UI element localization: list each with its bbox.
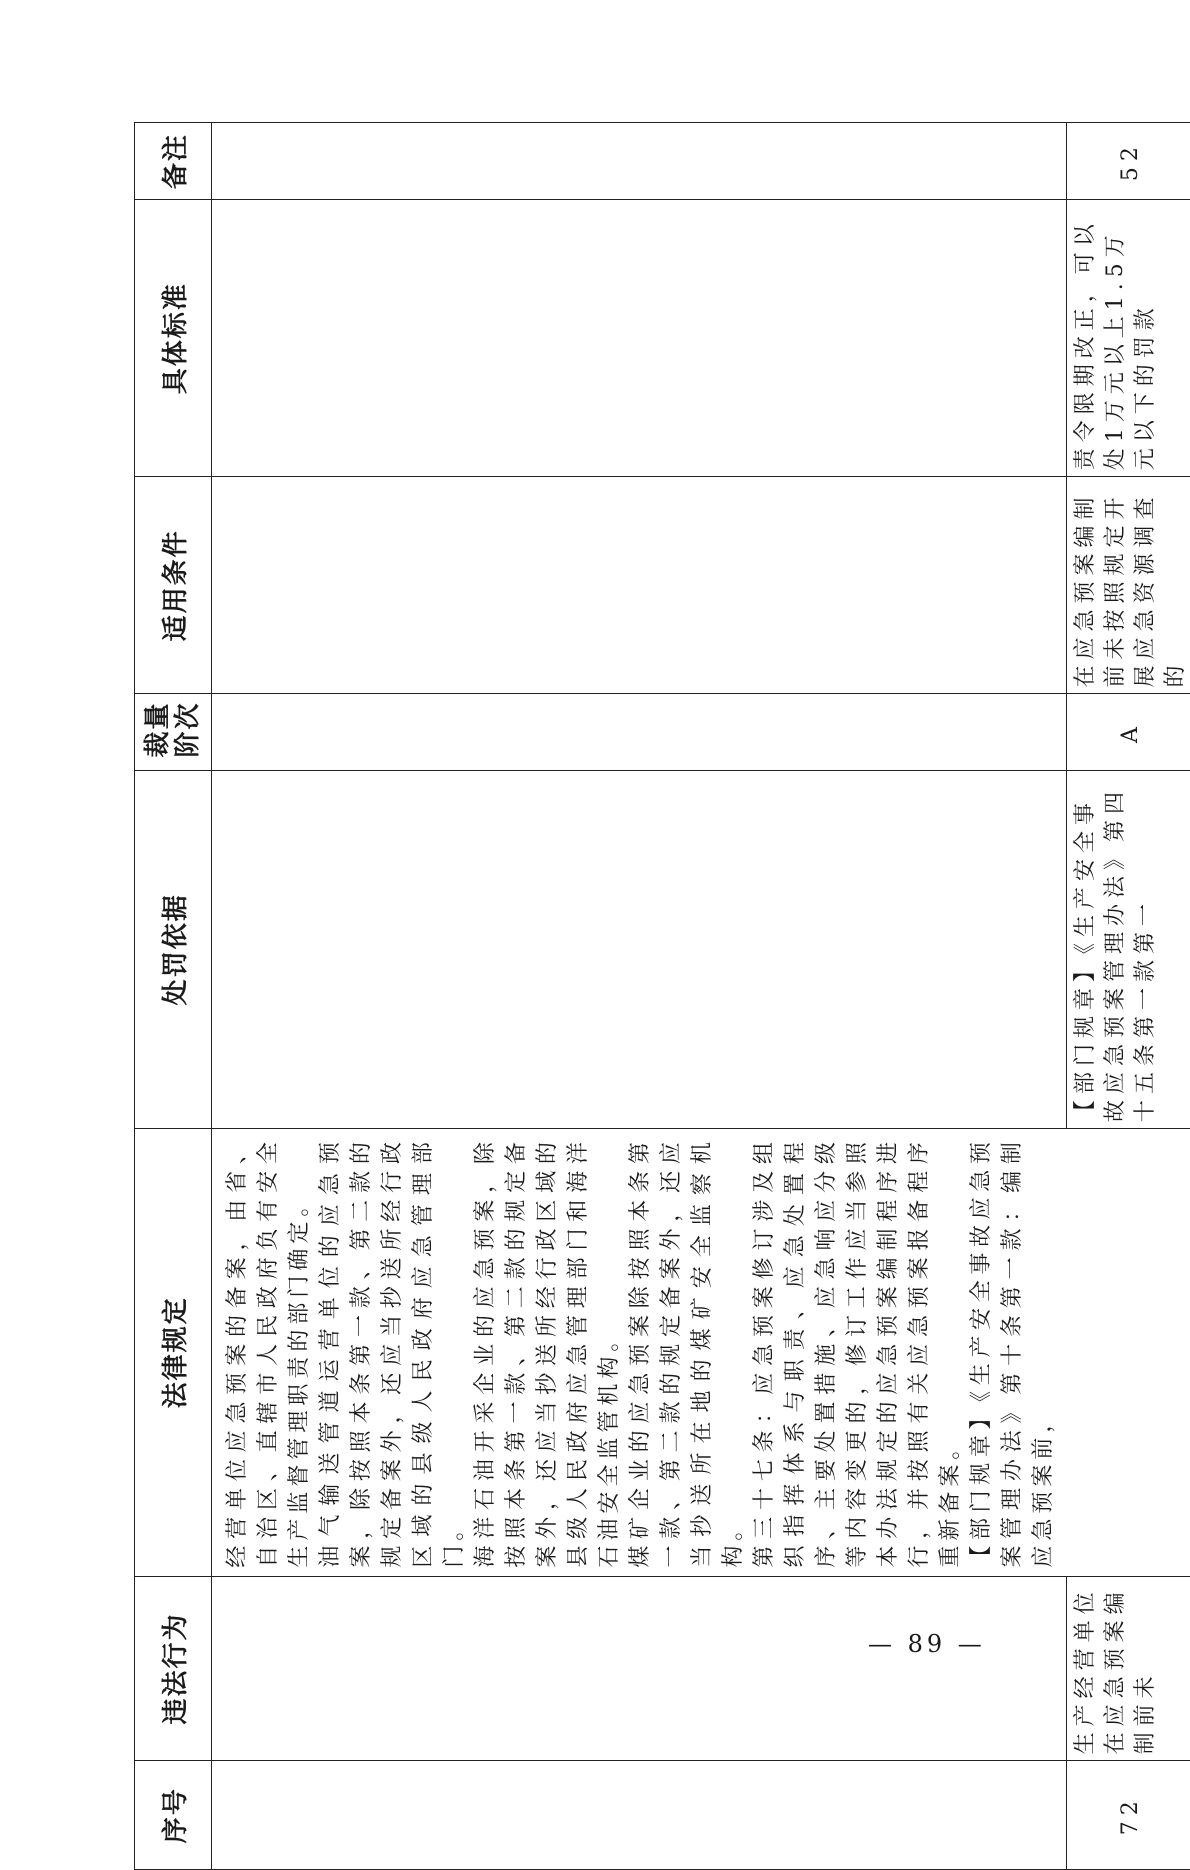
row-level: A <box>1067 694 1190 770</box>
header-discretion-level-line1: 裁量 <box>143 695 173 758</box>
legal-para-3: 海洋石油开采企业的应急预案，除按照本条第一款、第二款的规定备案外，还应当抄送所经行政区域的县级人民政府应急管理部门和海洋石油安全监管机构。 <box>470 1137 625 1568</box>
row-remark: 52 <box>1067 123 1190 200</box>
legal-para-5: 第三十七条：应急预案修订涉及组织指挥体系与职责、应急处置程序、主要处置措施、应急响应分级等内容变更的，修订工作应当参照本办法规定的应急预案编制程序进行，并按照有关应急预案报备程序重新备案。 <box>749 1137 966 1568</box>
header-conditions: 适用条件 <box>135 477 212 694</box>
row-penalty-basis: 【部门规章】《生产安全事故应急预案管理办法》第四十五条第一款第一 <box>1067 770 1190 1129</box>
header-penalty-basis: 处罚依据 <box>135 770 212 1129</box>
cell-violation-empty <box>212 1576 1067 1761</box>
cell-standard-empty <box>212 200 1067 477</box>
legal-para-6: 【部门规章】《生产安全事故应急预案管理办法》第十条第一款：编制应急预案前， <box>966 1137 1059 1568</box>
table-row <box>1067 123 1190 1870</box>
row-violation: 生产经营单位在应急预案编制前未 <box>1067 1576 1190 1761</box>
header-discretion-level <box>135 694 212 770</box>
cell-remark-empty <box>212 123 1067 200</box>
header-violation: 违法行为 <box>135 1576 212 1761</box>
header-standard: 具体标准 <box>135 200 212 477</box>
penalty-standard-table <box>134 122 1190 1870</box>
cell-condition-empty <box>212 477 1067 694</box>
legal-para-4: 煤矿企业的应急预案除按照本条第一款、第二款的规定备案外，还应当抄送所在地的煤矿安全监察机构。 <box>625 1137 749 1568</box>
row-standard: 责令限期改正，可以处1万元以上1.5万元以下的罚款 <box>1067 200 1190 477</box>
header-discretion-level-line2: 阶次 <box>173 695 203 758</box>
cell-seq-empty <box>212 1761 1067 1870</box>
legal-para-1: 经营单位应急预案的备案，由省、自治区、直辖市人民政府负有安全生产监督管理职责的部门确定。 <box>222 1137 315 1568</box>
header-remarks: 备注 <box>135 123 212 200</box>
row-condition: 在应急预案编制前未按照规定开展应急资源调查的 <box>1067 477 1190 694</box>
header-seq: 序号 <box>135 1761 212 1870</box>
header-legal-provision: 法律规定 <box>135 1129 212 1577</box>
header-row <box>135 123 212 1870</box>
legal-para-2: 油气输送管道运营单位的应急预案，除按照本条第一款、第二款的规定备案外，还应当抄送所经行政区域的县级人民政府应急管理部门。 <box>315 1137 470 1568</box>
continuation-row <box>212 123 1067 1870</box>
cell-legal-provision <box>212 1129 1190 1577</box>
page-number: — 89 — <box>868 1630 986 1658</box>
rotated-page <box>134 122 1068 1870</box>
cell-penalty-empty <box>212 770 1067 1129</box>
cell-level-empty <box>212 694 1067 770</box>
row-seq: 72 <box>1067 1761 1190 1870</box>
